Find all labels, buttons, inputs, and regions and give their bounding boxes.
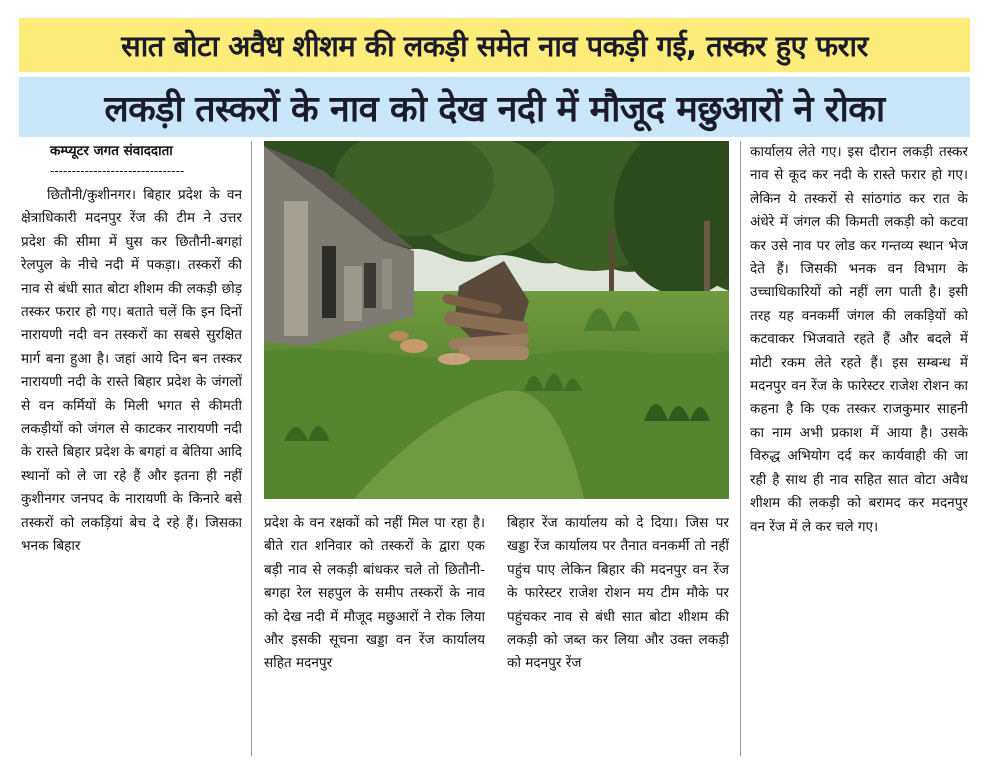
headline-main-banner bbox=[19, 77, 970, 137]
headline-top: सात बोटा अवैध शीशम की लकड़ी समेत नाव पकड़ी गई, तस्कर हुए फरार bbox=[121, 28, 868, 63]
byline-rule: ------------------------------- bbox=[50, 164, 185, 178]
news-photo bbox=[264, 141, 729, 499]
article-column-4 bbox=[750, 141, 968, 762]
photo-forest-boat-timber bbox=[264, 141, 729, 499]
article-column-1 bbox=[21, 184, 242, 762]
column-divider bbox=[251, 141, 252, 756]
column-divider bbox=[740, 141, 741, 756]
headline-top-banner bbox=[19, 18, 970, 72]
article-text-col3: बिहार रेंज कार्यालय को दे दिया। जिस पर खड्डा रेंज कार्यालय पर तैनात वनकर्मी तो नहीं पहुंच पाए लेकिन बिहार की मदनपुर वन रेंज के फारेस्टर राजेश रोशन मय टीम मौके पर पहुंचकर नाव से बंधी सात बोटा शीशम की लकड़ी को जब्त कर लिया और उक्त लकड़ी को मदनपुर रेंज bbox=[507, 515, 729, 672]
article-text-col1: छितौनी/कुशीनगर। बिहार प्रदेश के वन क्षेत्राधिकारी मदनपुर रेंज की टीम ने उत्तर प्रदेश की सीमा में घुस कर छितौनी-बगहां रेलपुल के नीचे नदी में पकड़ा। तस्करों की नाव से बंधी सात बोटा शीशम की लकड़ी छोड़ तस्कर फरार हो गए। बताते चलें कि इन दिनों नारायणी नदी वन तस्करों का सबसे सुरक्षित मार्ग बना हुआ है। जहां आये दिन बन तस्कर नारायणी नदी के रास्ते बिहार प्रदेश के जंगलों से वन कर्मियों के मिली भगत से कीमती लकड़ीयों को जंगल से काटकर नारायणी नदी के रास्ते बिहार प्रदेश के बगहां व बेतिया आदि स्थानों को ले जा रहे हैं और इतना ही नहीं कुशीनगर जनपद के नारायणी के किनारे बसे तस्करों को लकड़ियां बेच दे रहे हैं। जिसका भनक बिहार bbox=[21, 187, 242, 555]
article-column-2 bbox=[264, 512, 485, 762]
article-text-col4: कार्यालय लेते गए। इस दौरान लकड़ी तस्कर नाव से कूद कर नदी के रास्ते फरार हो गए। लेकिन ये तस्करों से सांठगांठ कर रात के अंधेरे में जंगल की किमती लकड़ी को कटवा कर उसे नाव पर लोड कर गन्तव्य स्थान भेज देते हैं। जिसकी भनक वन विभाग के उच्चाधिकारियों को नहीं लग पाती है। इसी तरह यह वनकर्मी जंगल की लकड़ियों को कटवाकर भिजवाते रहते हैं और बदले में मोटी रकम लेते रहते हैं। इस सम्बन्ध में मदनपुर वन रेंज के फारेस्टर राजेश रोशन का कहना है कि एक तस्कर राजकुमार साहनी का नाम अभी प्रकाश में आया है। उसके विरुद्ध अभियोग दर्द कर कार्यवाही की जा रही है साथ ही नाव सहित सात वोटा अवैध शीशम की लकड़ी को बरामद कर मदनपुर वन रेंज में ले कर चले गए। bbox=[750, 144, 968, 535]
article-text-col2: प्रदेश के वन रक्षकों को नहीं मिल पा रहा है। बीते रात शनिवार को तस्करों के द्वारा एक बड़ी नाव से लकड़ी बांधकर चले तो छितौनी-बगहा रेल सहपुल के समीप तस्करों के नाव को देख नदी में मौजूद मछुआरों ने रोक लिया और इसकी सूचना खड्डा वन रेंज कार्यालय सहित मदनपुर bbox=[264, 515, 485, 672]
byline: कम्प्यूटर जगत संवाददाता bbox=[50, 143, 173, 159]
article-column-3 bbox=[507, 512, 729, 762]
headline-main: लकड़ी तस्करों के नाव को देख नदी में मौजूद मछुआरों ने रोका bbox=[104, 88, 885, 130]
